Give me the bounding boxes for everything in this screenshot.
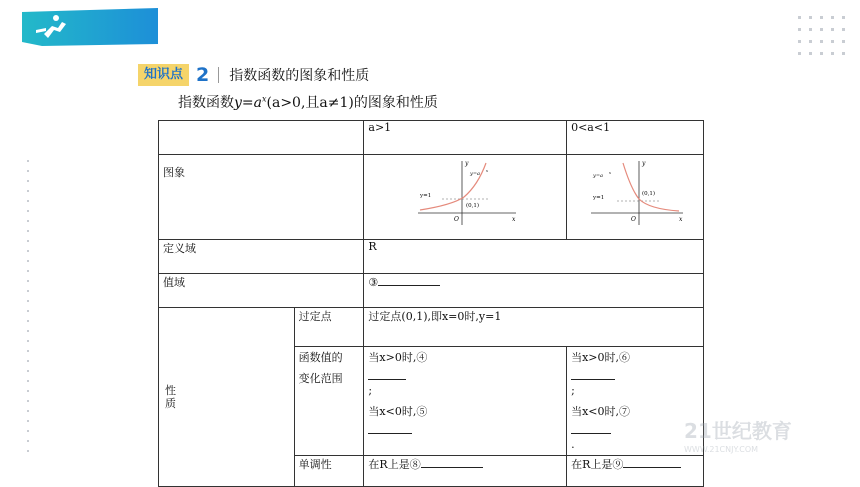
g1-curve-sup: x [486, 169, 489, 173]
g2-line-label: y=1 [593, 195, 605, 201]
g1-origin: O [454, 216, 460, 223]
change-c1-line1: 当x>0时,④ [368, 351, 428, 364]
change-c2-line2-end: . [571, 438, 575, 451]
g2-origin: O [631, 216, 636, 223]
domain-label: 定义域 [159, 240, 364, 274]
answer-blank-6[interactable] [571, 368, 615, 380]
graph-label: 图象 [163, 166, 185, 179]
left-dotted-line [26, 160, 30, 460]
change-c2-line1: 当x>0时,⑥ [571, 351, 631, 364]
watermark-brand: 21世纪教育 [684, 419, 792, 443]
intro-suffix: 的图象和性质 [353, 95, 438, 111]
g1-point-label: (0,1) [466, 203, 480, 209]
section-heading [138, 64, 369, 86]
fixed-point-row [159, 308, 704, 347]
knowledge-point-tag: 知识点 [138, 64, 189, 86]
value-change-label-1: 函数值的 [298, 351, 343, 364]
fixed-point-label: 过定点 [294, 308, 364, 347]
g2-xlabel: x [679, 216, 683, 223]
intro-superscript: x [262, 94, 267, 104]
answer-blank-4[interactable] [368, 368, 406, 380]
answer-blank-5[interactable] [368, 422, 412, 434]
change-c1-line2: 当x<0时,⑤ [368, 405, 428, 418]
answer-blank-3[interactable] [378, 274, 440, 286]
value-change-label-2: 变化范围 [298, 372, 343, 385]
dot-grid-icon [798, 16, 846, 56]
answer-blank-8[interactable] [421, 456, 483, 468]
g2-curve-label: y=a [593, 173, 604, 179]
header-a-greater-1: a>1 [364, 121, 567, 155]
change-c2-line2: 当x<0时,⑦ [571, 405, 631, 418]
change-c2-line1-end: ; [571, 384, 575, 397]
value-change-label [294, 347, 364, 456]
change-c1-line1-end: ; [368, 384, 373, 397]
intro-prefix: 指数函数 [178, 95, 234, 111]
intro-formula: y=a [234, 95, 262, 111]
properties-label [159, 308, 295, 487]
heading-divider [218, 67, 219, 83]
header-a-between-0-1: 0<a<1 [567, 121, 704, 155]
table-header-row [159, 121, 704, 155]
range-row [159, 274, 704, 308]
watermark-url: WWW.21CNJY.COM [684, 445, 759, 454]
graph-a-greater-1 [412, 155, 522, 235]
answer-blank-7[interactable] [571, 422, 611, 434]
g2-point-label: (0,1) [642, 191, 656, 197]
monotonicity-c1: 在R上是⑧ [368, 458, 421, 471]
g1-line-label: y=1 [420, 193, 432, 199]
section-title: 指数函数的图象和性质 [229, 68, 370, 84]
graph-a-between-0-1 [587, 155, 687, 235]
g1-ylabel: y [465, 160, 469, 167]
range-label: 值域 [159, 274, 364, 308]
intro-line [178, 92, 438, 112]
intro-condition: (a>0,且a≠1) [266, 95, 354, 111]
graph-row [159, 155, 704, 240]
domain-row [159, 240, 704, 274]
header-empty-cell [159, 121, 364, 155]
logo-banner [22, 8, 158, 46]
watermark-logo [620, 412, 840, 456]
properties-label-2: 质 [165, 397, 176, 410]
knowledge-point-number: 2 [196, 64, 210, 86]
monotonicity-label: 单调性 [294, 456, 364, 487]
g1-curve-label: y=a [470, 171, 481, 177]
properties-label-1: 性 [165, 384, 176, 397]
answer-blank-9[interactable] [623, 456, 681, 468]
value-change-col1 [364, 347, 567, 456]
fixed-point-value: 过定点(0,1),即x=0时,y=1 [364, 308, 704, 347]
monotonicity-c2: 在R上是⑨ [571, 458, 624, 471]
g2-curve-sup: x [609, 171, 612, 175]
g2-ylabel: y [642, 160, 646, 167]
range-value: ③ [368, 276, 379, 289]
domain-value: R [364, 240, 704, 274]
g1-xlabel: x [512, 216, 516, 223]
